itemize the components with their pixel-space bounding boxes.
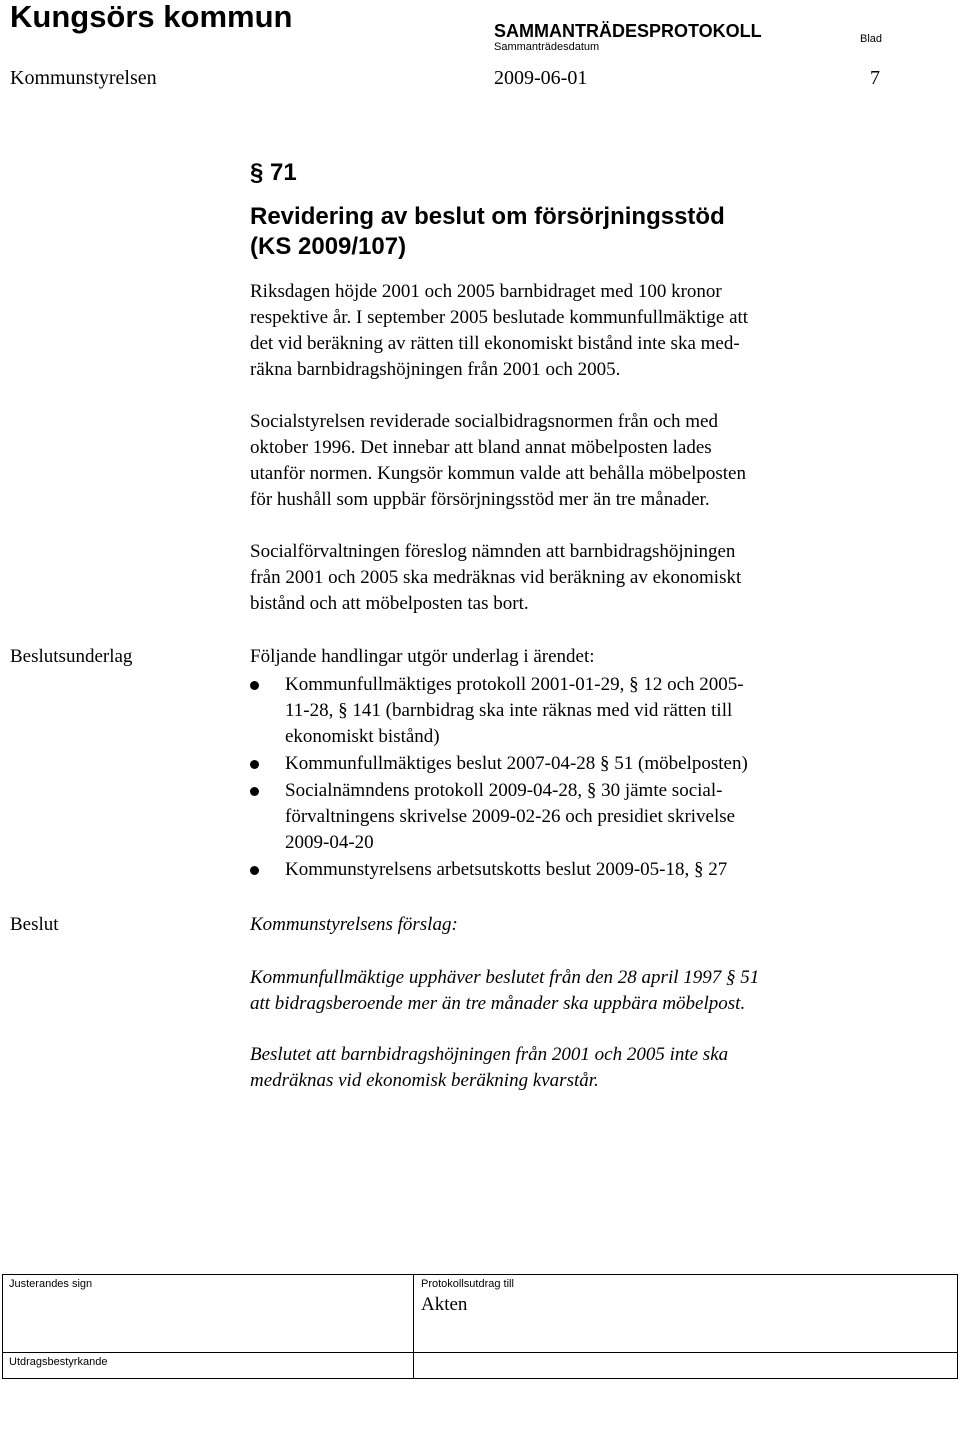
table-divider <box>3 1352 957 1353</box>
table-divider <box>413 1275 414 1378</box>
list-item <box>250 672 900 750</box>
page-number: 7 <box>870 67 880 89</box>
decision-paragraph <box>250 965 930 1017</box>
signer-label: Justerandes sign <box>9 1278 93 1290</box>
bullet-icon <box>250 760 259 769</box>
text-line: Socialförvaltningen föreslog nämnden att barnbidragshöjningen <box>250 541 736 562</box>
body-paragraph <box>250 279 930 383</box>
protocol-title: SAMMANTRÄDESPROTOKOLL <box>494 21 762 41</box>
text-line: bistånd och att möbelposten tas bort. <box>250 593 529 614</box>
section-title-line: Revidering av beslut om försörjningsstöd <box>250 203 725 230</box>
department-name: Kommunstyrelsen <box>10 67 157 89</box>
basis-list <box>250 672 900 884</box>
text-line: utanför normen. Kungsör kommun valde att behålla möbelposten <box>250 463 746 484</box>
signature-table <box>2 1274 958 1379</box>
text-line: Kommunfullmäktiges protokoll 2001-01-29, § 12 och 2005- <box>285 674 744 695</box>
text-line: Kommunfullmäktige upphäver beslutet från den 28 april 1997 § 51 <box>250 967 760 988</box>
section-title-line: (KS 2009/107) <box>250 233 407 260</box>
text-line: Riksdagen höjde 2001 och 2005 barnbidraget med 100 kronor <box>250 281 722 302</box>
page-label: Blad <box>860 33 883 45</box>
basis-label: Beslutsunderlag <box>10 646 133 667</box>
text-line: Socialnämndens protokoll 2009-04-28, § 30 jämte social- <box>285 780 723 801</box>
extract-label: Protokollsutdrag till <box>421 1278 514 1290</box>
text-line: 2009-04-20 <box>285 832 374 853</box>
text-line: respektive år. I september 2005 beslutade kommunfullmäktige att <box>250 307 749 328</box>
text-line: från 2001 och 2005 ska medräknas vid beräkning av ekonomiskt <box>250 567 742 588</box>
text-line: ekonomiskt bistånd) <box>285 726 440 747</box>
section-title <box>250 202 930 262</box>
list-item <box>250 751 900 777</box>
text-line: medräknas vid ekonomisk beräkning kvarstår. <box>250 1070 599 1091</box>
proposal-heading: Kommunstyrelsens förslag: <box>250 914 458 935</box>
text-line: Socialstyrelsen reviderade socialbidragsnormen från och med <box>250 411 718 432</box>
list-item <box>250 778 900 856</box>
text-line: 11-28, § 141 (barnbidrag ska inte räknas med vid rätten till <box>285 700 733 721</box>
bullet-icon <box>250 681 259 690</box>
certifier-label: Utdragsbestyrkande <box>9 1356 108 1368</box>
extract-value: Akten <box>421 1294 468 1315</box>
basis-intro: Följande handlingar utgör underlag i ärendet: <box>250 646 595 667</box>
bullet-icon <box>250 866 259 875</box>
decision-label: Beslut <box>10 914 59 935</box>
text-line: för hushåll som uppbär försörjningsstöd mer än tre månader. <box>250 489 710 510</box>
body-paragraph <box>250 539 930 617</box>
text-line: det vid beräkning av rätten till ekonomiskt bistånd inte ska med- <box>250 333 740 354</box>
decision-paragraph <box>250 1042 930 1094</box>
bullet-icon <box>250 787 259 796</box>
text-line: räkna barnbidragshöjningen från 2001 och 2005. <box>250 359 621 380</box>
text-line: att bidragsberoende mer än tre månader ska uppbära möbelpost. <box>250 993 746 1014</box>
list-item <box>250 857 900 883</box>
body-paragraph <box>250 409 930 513</box>
text-line: förvaltningens skrivelse 2009-02-26 och presidiet skrivelse <box>285 806 736 827</box>
paragraph-number: § 71 <box>250 159 297 186</box>
text-line: oktober 1996. Det innebar att bland annat möbelposten lades <box>250 437 712 458</box>
meeting-date-label: Sammanträdesdatum <box>494 41 600 53</box>
meeting-date: 2009-06-01 <box>494 67 588 89</box>
text-line: Beslutet att barnbidragshöjningen från 2001 och 2005 inte ska <box>250 1044 729 1065</box>
text-line: Kommunstyrelsens arbetsutskotts beslut 2009-05-18, § 27 <box>285 859 728 880</box>
text-line: Kommunfullmäktiges beslut 2007-04-28 § 51 (möbelposten) <box>285 753 748 774</box>
organization-name: Kungsörs kommun <box>10 0 293 34</box>
